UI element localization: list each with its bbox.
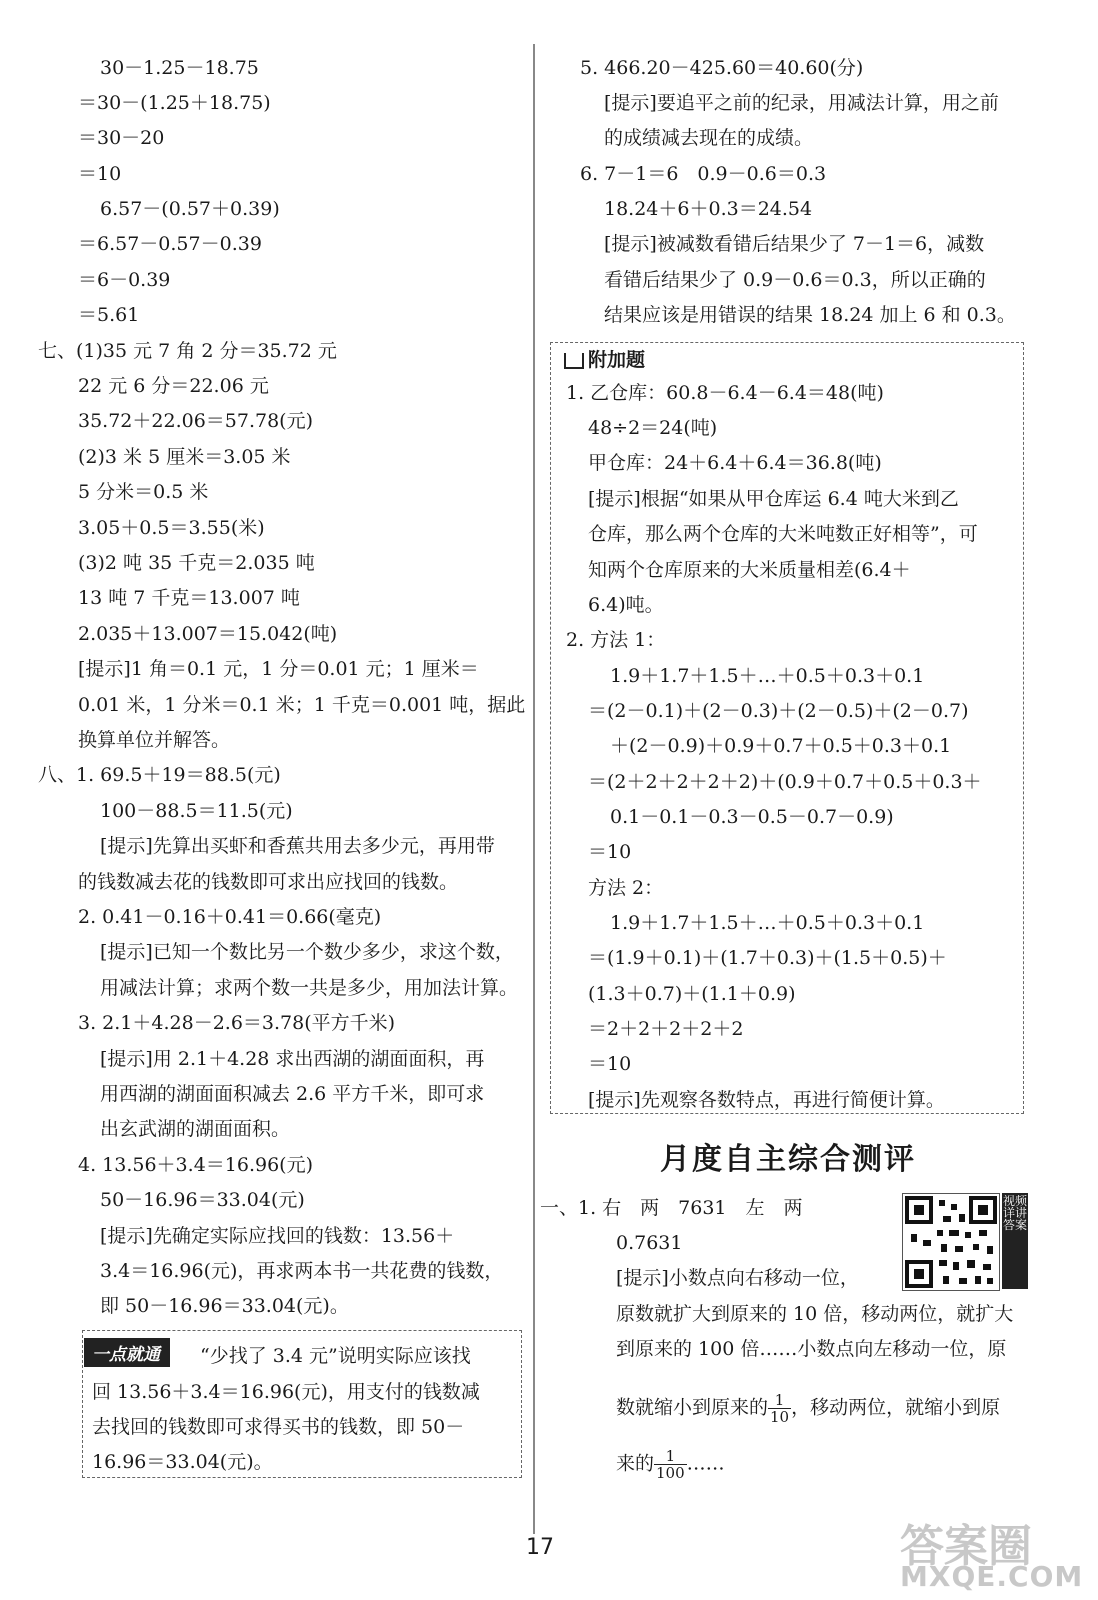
hint-line: 0.01 米，1 分米＝0.1 米；1 千克＝0.001 吨，据此: [78, 694, 526, 716]
hint-text: 数就缩小到原来的: [616, 1396, 769, 1419]
text-line: 50－16.96＝33.04(元): [100, 1189, 305, 1211]
hint-line: 的成绩减去现在的成绩。: [604, 127, 814, 149]
fraction-denominator: 100: [656, 1464, 685, 1482]
text-line: ＋(2－0.9)＋0.9＋0.7＋0.5＋0.3＋0.1: [610, 735, 952, 757]
text-line: ＝10: [588, 841, 632, 863]
qr-code-icon[interactable]: [902, 1193, 1000, 1291]
text-line: 七、(1)35 元 7 角 2 分＝35.72 元: [38, 340, 337, 362]
text-line: 0.7631: [616, 1232, 683, 1254]
text-line: 6.57－(0.57＋0.39): [100, 198, 280, 220]
text-line: 3. 2.1＋4.28－2.6＝3.78(平方千米): [78, 1012, 396, 1034]
text-line: 18.24＋6＋0.3＝24.54: [604, 198, 813, 220]
hint-line: [提示]1 角＝0.1 元，1 分＝0.01 元；1 厘米＝: [78, 658, 479, 680]
hint-text: ，移动两位，就缩小到原: [791, 1396, 1001, 1419]
hint-text: 来的: [616, 1452, 655, 1475]
hint-line: 3.4＝16.96(元)，再求两本书一共花费的钱数，: [100, 1260, 504, 1282]
text-line: ＝5.61: [78, 304, 140, 326]
text-line: 3.05＋0.5＝3.55(米): [78, 517, 265, 539]
hint-line: 出玄武湖的湖面面积。: [100, 1118, 291, 1140]
hint-line: [提示]根据“如果从甲仓库运 6.4 吨大米到乙: [588, 488, 959, 510]
text-line: 2. 方法 1：: [566, 629, 666, 651]
hint-line: 即 50－16.96＝33.04(元)。: [100, 1295, 349, 1317]
text-line: ＝2＋2＋2＋2＋2: [588, 1018, 744, 1040]
text-line: ＝(2＋2＋2＋2＋2)＋(0.9＋0.7＋0.5＋0.3＋: [588, 771, 982, 793]
hint-line: 原数就扩大到原来的 10 倍，移动两位，就扩大: [616, 1303, 1014, 1325]
yidian-line: “少找了 3.4 元”说明实际应该找: [200, 1345, 471, 1367]
hint-line: 的钱数减去花的钱数即可求出应找回的钱数。: [78, 871, 459, 893]
fraction-numerator: 1: [768, 1392, 791, 1409]
text-line: 1. 乙仓库：60.8－6.4－6.4＝48(吨): [566, 382, 884, 404]
fujia-tag-label: 附加题: [588, 349, 646, 371]
hint-line: 用西湖的湖面面积减去 2.6 平方千米，即可求: [100, 1083, 485, 1105]
text-line: 30－1.25－18.75: [100, 57, 259, 79]
text-line: 0.1－0.1－0.3－0.5－0.7－0.9): [610, 806, 894, 828]
text-line: 48÷2＝24(吨): [588, 417, 718, 439]
text-line: 1.9＋1.7＋1.5＋…＋0.5＋0.3＋0.1: [610, 912, 925, 934]
hint-line-fraction: [616, 1392, 1000, 1425]
yidian-tag: 一点就通: [84, 1338, 170, 1367]
text-line: 4. 13.56＋3.4＝16.96(元): [78, 1154, 313, 1176]
text-line: ＝(2－0.1)＋(2－0.3)＋(2－0.5)＋(2－0.7): [588, 700, 969, 722]
text-line: 6. 7－1＝6 0.9－0.6＝0.3: [580, 163, 827, 185]
page-number: 17: [526, 1535, 554, 1560]
hint-line: 结果应该是用错误的结果 18.24 加上 6 和 0.3。: [604, 304, 1016, 326]
book-icon: [564, 353, 584, 369]
text-line: (1.3＋0.7)＋(1.1＋0.9): [588, 983, 796, 1005]
hint-line: 知两个仓库原来的大米质量相差(6.4＋: [588, 559, 911, 581]
fraction-denominator: 10: [770, 1408, 790, 1426]
fraction: [768, 1392, 791, 1425]
hint-text: ……: [686, 1452, 725, 1475]
text-line: 100－88.5＝11.5(元): [100, 800, 293, 822]
text-line: ＝6－0.39: [78, 269, 171, 291]
yidian-line: 去找回的钱数即可求得买书的钱数，即 50－: [92, 1416, 465, 1438]
text-line: 13 吨 7 千克＝13.007 吨: [78, 587, 300, 609]
hint-line: 仓库，那么两个仓库的大米吨数正好相等”，可: [588, 523, 978, 545]
hint-line: [提示]先算出买虾和香蕉共用去多少元，再用带: [100, 835, 495, 857]
fraction: [654, 1448, 687, 1481]
text-line: 八、1. 69.5＋19＝88.5(元): [38, 764, 281, 786]
hint-line: [提示]先观察各数特点，再进行简便计算。: [588, 1089, 945, 1111]
hint-line: 6.4)吨。: [588, 594, 664, 616]
text-line: 5 分米＝0.5 米: [78, 481, 209, 503]
text-line: 35.72＋22.06＝57.78(元): [78, 410, 314, 432]
section-title: 月度自主综合测评: [660, 1142, 916, 1177]
text-line: ＝30－20: [78, 127, 165, 149]
watermark: 答案圈: [900, 1521, 1032, 1572]
qr-code-graphic: [903, 1194, 999, 1290]
qr-side-label: 视频详讲答案: [1002, 1193, 1028, 1289]
column-divider: [533, 44, 535, 1534]
yidian-line: 回 13.56＋3.4＝16.96(元)，用支付的钱数减: [92, 1381, 480, 1403]
text-line: ＝(1.9＋0.1)＋(1.7＋0.3)＋(1.5＋0.5)＋: [588, 947, 947, 969]
text-line: 方法 2：: [588, 877, 664, 899]
text-line: 2. 0.41－0.16＋0.41＝0.66(毫克): [78, 906, 382, 928]
hint-line: 到原来的 100 倍……小数点向左移动一位，原: [616, 1338, 1007, 1360]
text-line: 2.035＋13.007＝15.042(吨): [78, 623, 338, 645]
hint-line: 换算单位并解答。: [78, 729, 231, 751]
text-line: (2)3 米 5 厘米＝3.05 米: [78, 446, 291, 468]
text-line: ＝30－(1.25＋18.75): [78, 92, 271, 114]
text-line: 1.9＋1.7＋1.5＋…＋0.5＋0.3＋0.1: [610, 665, 925, 687]
hint-line: 用减法计算；求两个数一共是多少，用加法计算。: [100, 977, 519, 999]
hint-line-fraction: [616, 1448, 725, 1481]
hint-line: [提示]已知一个数比另一个数少多少，求这个数，: [100, 941, 514, 963]
fujia-tag: [564, 345, 645, 372]
text-line: 5. 466.20－425.60＝40.60(分): [580, 57, 864, 79]
text-line: 22 元 6 分＝22.06 元: [78, 375, 269, 397]
watermark-url: MXQE.COM: [900, 1560, 1084, 1593]
hint-line: [提示]先确定实际应找回的钱数：13.56＋: [100, 1225, 455, 1247]
hint-line: [提示]小数点向右移动一位，: [616, 1267, 859, 1289]
yidian-line: 16.96＝33.04(元)。: [92, 1451, 273, 1473]
hint-line: [提示]要追平之前的纪录，用减法计算，用之前: [604, 92, 999, 114]
text-line: ＝10: [588, 1053, 632, 1075]
text-line: 甲仓库：24＋6.4＋6.4＝36.8(吨): [588, 452, 882, 474]
hint-line: 看错后结果少了 0.9－0.6＝0.3，所以正确的: [604, 269, 986, 291]
text-line: ＝10: [78, 163, 122, 185]
fraction-numerator: 1: [654, 1448, 687, 1465]
text-line: ＝6.57－0.57－0.39: [78, 233, 262, 255]
hint-line: [提示]被减数看错后结果少了 7－1＝6，减数: [604, 233, 985, 255]
text-line: 一、1. 右 两 7631 左 两: [540, 1197, 803, 1219]
hint-line: [提示]用 2.1＋4.28 求出西湖的湖面面积，再: [100, 1048, 485, 1070]
text-line: (3)2 吨 35 千克＝2.035 吨: [78, 552, 315, 574]
